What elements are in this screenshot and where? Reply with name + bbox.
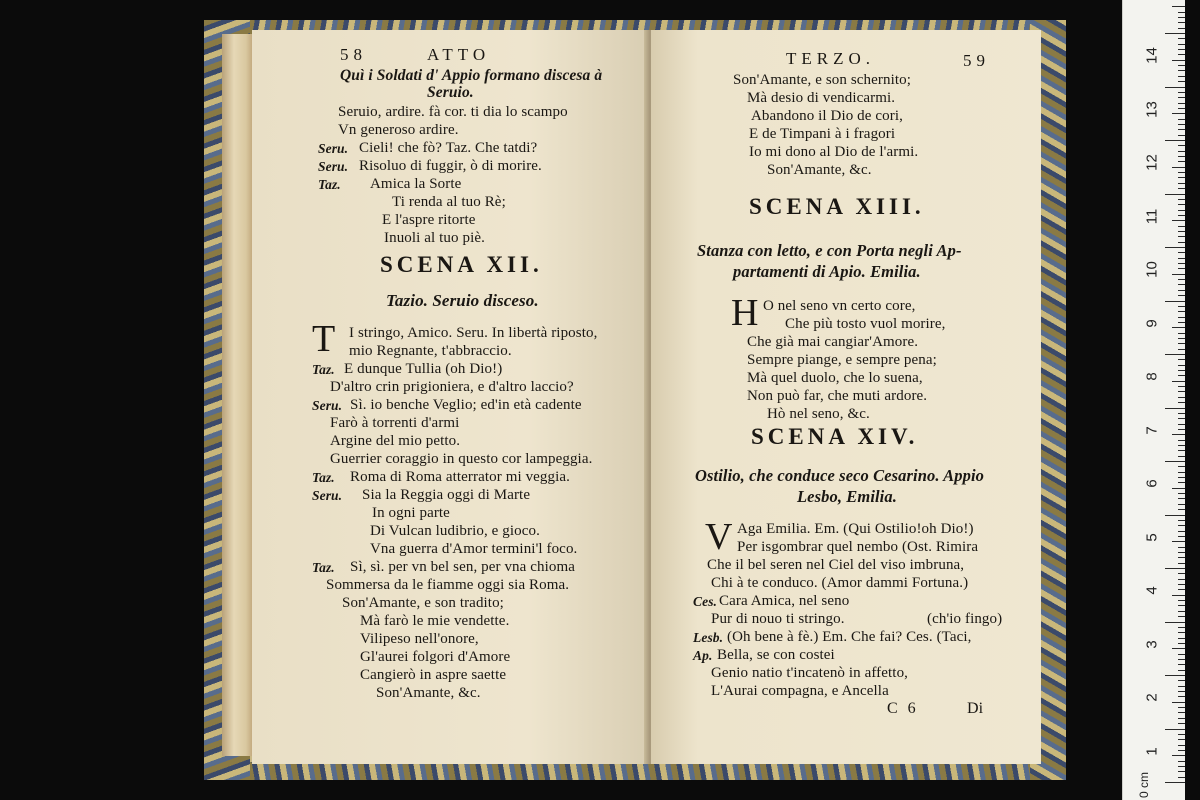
- verse-line: Vilipeso nell'onore,: [360, 631, 479, 647]
- measurement-ruler: [1122, 0, 1185, 800]
- speaker-label: Seru.: [318, 141, 349, 156]
- ruler-tick: [1178, 696, 1185, 697]
- verse-line: Cara Amica, nel seno: [719, 593, 850, 609]
- verse-line: Cieli! che fò? Taz. Che tatdi?: [359, 140, 538, 156]
- verse-line: Hò nel seno, &c.: [767, 406, 870, 422]
- ruler-number: 5: [1143, 532, 1161, 542]
- ruler-tick: [1178, 691, 1185, 692]
- ruler-tick: [1165, 247, 1185, 248]
- ruler-tick: [1178, 188, 1185, 189]
- stage-direction: Seruio.: [427, 84, 474, 101]
- verse-line: Argine del mio petto.: [330, 433, 461, 449]
- ruler-tick: [1178, 226, 1185, 227]
- running-head: ATTO: [427, 45, 491, 64]
- ruler-number: 13: [1143, 100, 1161, 118]
- ruler-tick: [1178, 70, 1185, 71]
- ruler-tick: [1178, 771, 1185, 772]
- ruler-tick: [1178, 589, 1185, 590]
- ruler-tick: [1178, 718, 1185, 719]
- ruler-tick: [1178, 498, 1185, 499]
- verse-line: Vna guerra d'Amor termini'l foco.: [370, 541, 578, 557]
- ruler-tick: [1178, 670, 1185, 671]
- ruler-tick: [1178, 600, 1185, 601]
- ruler-tick: [1178, 605, 1185, 606]
- ruler-tick: [1178, 306, 1185, 307]
- verse-line: I stringo, Amico. Seru. In libertà riposto,: [349, 325, 598, 341]
- verse-line: L'Aurai compagna, e Ancella: [711, 683, 889, 699]
- ruler-tick: [1178, 97, 1185, 98]
- ruler-number: 14: [1143, 47, 1161, 64]
- stage-direction: Lesbo, Emilia.: [797, 487, 897, 506]
- signature-mark: C 6: [887, 700, 919, 717]
- ruler-tick: [1178, 391, 1185, 392]
- ruler-tick: [1172, 488, 1185, 489]
- ruler-tick: [1178, 686, 1185, 687]
- stage-direction: partamenti di Apio. Emilia.: [733, 262, 921, 281]
- ruler-number: 4: [1143, 586, 1161, 595]
- ruler-tick: [1178, 365, 1185, 366]
- verse-line: Abandono il Dio de cori,: [751, 108, 903, 124]
- verse-line: Di Vulcan ludibrio, e gioco.: [370, 523, 540, 539]
- ruler-tick: [1172, 167, 1185, 168]
- verse-line: Che più tosto vuol morire,: [785, 316, 946, 332]
- ruler-tick: [1178, 124, 1185, 125]
- ruler-tick: [1178, 215, 1185, 216]
- ruler-tick: [1165, 782, 1185, 783]
- ruler-tick: [1178, 456, 1185, 457]
- verse-line: Sommersa da le fiamme oggi sia Roma.: [326, 577, 570, 593]
- ruler-tick: [1178, 322, 1185, 323]
- ruler-tick: [1178, 17, 1185, 18]
- ruler-tick: [1178, 777, 1185, 778]
- ruler-tick: [1178, 44, 1185, 45]
- ruler-tick: [1178, 103, 1185, 104]
- ruler-tick: [1178, 338, 1185, 339]
- verse-line: (Oh bene à fè.) Em. Che fai? Ces. (Taci,: [727, 629, 972, 645]
- ruler-number: 7: [1143, 425, 1161, 435]
- ruler-tick: [1172, 434, 1185, 435]
- ruler-tick: [1178, 466, 1185, 467]
- running-head: TERZO.: [786, 49, 876, 68]
- verse-line: Son'Amante, &c.: [767, 162, 872, 178]
- ruler-number: 8: [1143, 372, 1161, 381]
- ruler-tick: [1178, 81, 1185, 82]
- ruler-tick: [1178, 183, 1185, 184]
- ruler-tick: [1165, 622, 1185, 623]
- verse-line: (ch'io fingo): [927, 611, 1003, 627]
- ruler-tick: [1165, 87, 1185, 88]
- verse-line: Roma di Roma atterrator mi veggia.: [350, 469, 571, 485]
- verse-line: Bella, se con costei: [717, 647, 835, 663]
- ruler-tick: [1165, 408, 1185, 409]
- ruler-tick: [1178, 65, 1185, 66]
- ruler-tick: [1178, 333, 1185, 334]
- verse-line: Mà quel duolo, che lo suena,: [747, 370, 923, 386]
- verse-line: Mà farò le mie vendette.: [360, 613, 510, 629]
- speaker-label: Ces.: [693, 594, 718, 609]
- ruler-tick: [1172, 113, 1185, 114]
- ruler-tick: [1165, 729, 1185, 730]
- ruler-tick: [1178, 579, 1185, 580]
- ruler-tick: [1178, 429, 1185, 430]
- ruler-tick: [1178, 424, 1185, 425]
- ruler-tick: [1178, 349, 1185, 350]
- verse-line: Chi à te conduco. (Amor dammi Fortuna.): [711, 575, 969, 591]
- ruler-tick: [1178, 252, 1185, 253]
- ruler-number: 2: [1143, 693, 1161, 702]
- speaker-label: Seru.: [312, 398, 343, 413]
- speaker-label: Seru.: [318, 159, 349, 174]
- verse-line: Sì, sì. per vn bel sen, per vna chioma: [350, 559, 575, 575]
- ruler-number: 3: [1143, 639, 1161, 649]
- ruler-tick: [1178, 145, 1185, 146]
- verse-line: Son'Amante, e son tradito;: [342, 595, 504, 611]
- verse-line: Io mi dono al Dio de l'armi.: [749, 144, 919, 160]
- ruler-tick: [1178, 525, 1185, 526]
- ruler-tick: [1178, 22, 1185, 23]
- verse-line: Sia la Reggia oggi di Marte: [362, 487, 531, 503]
- ruler-tick: [1178, 402, 1185, 403]
- speaker-label: Taz.: [318, 177, 341, 192]
- ruler-tick: [1178, 199, 1185, 200]
- ruler-tick: [1178, 638, 1185, 639]
- ruler-number: 1: [1143, 746, 1161, 756]
- ruler-tick: [1178, 413, 1185, 414]
- ruler-tick: [1178, 504, 1185, 505]
- drop-cap: H: [731, 292, 759, 334]
- ruler-tick: [1178, 135, 1185, 136]
- speaker-label: Taz.: [312, 362, 335, 377]
- ruler-tick: [1178, 177, 1185, 178]
- verse-line: Guerrier coraggio in questo cor lampeggia.: [330, 451, 593, 467]
- drop-cap: T: [312, 318, 336, 360]
- ruler-tick: [1178, 311, 1185, 312]
- ruler-tick: [1178, 632, 1185, 633]
- ruler-tick: [1165, 140, 1185, 141]
- ruler-tick: [1178, 268, 1185, 269]
- ruler-tick: [1178, 161, 1185, 162]
- ruler-tick: [1178, 761, 1185, 762]
- ruler-tick: [1172, 60, 1185, 61]
- scene-title: SCENA XIV.: [751, 424, 919, 449]
- ruler-tick: [1178, 712, 1185, 713]
- ruler-tick: [1165, 33, 1185, 34]
- ruler-tick: [1165, 194, 1185, 195]
- verse-line: Che il bel seren nel Ciel del viso imbruna,: [707, 557, 965, 573]
- ruler-tick: [1178, 156, 1185, 157]
- catchword: Di: [967, 700, 984, 717]
- ruler-tick: [1178, 49, 1185, 50]
- verse-line: E de Timpani à i fragori: [749, 126, 896, 142]
- speaker-label: Taz.: [312, 470, 335, 485]
- verse-line: Aga Emilia. Em. (Qui Ostilio!oh Dio!): [737, 521, 974, 537]
- ruler-tick: [1178, 477, 1185, 478]
- ruler-tick: [1178, 520, 1185, 521]
- ruler-tick: [1172, 702, 1185, 703]
- verse-line: Sì. io benche Veglio; ed'in età cadente: [350, 397, 582, 413]
- verse-line: Son'Amante, e son schernito;: [733, 72, 911, 88]
- ruler-tick: [1165, 461, 1185, 462]
- ruler-tick: [1178, 659, 1185, 660]
- ruler-number: 10: [1143, 261, 1161, 278]
- ruler-tick: [1178, 557, 1185, 558]
- ruler-tick: [1178, 92, 1185, 93]
- ruler-tick: [1178, 664, 1185, 665]
- stage-direction: Quì i Soldati d' Appio formano discesa à: [340, 67, 603, 84]
- stage-direction: Ostilio, che conduce seco Cesarino. Appio: [695, 466, 985, 485]
- verse-line: Amica la Sorte: [370, 176, 462, 192]
- verse-line: Vn generoso ardire.: [338, 122, 459, 138]
- verse-line: Gl'aurei folgori d'Amore: [360, 649, 511, 665]
- ruler-tick: [1178, 317, 1185, 318]
- ruler-number: 9: [1143, 318, 1161, 328]
- ruler-tick: [1165, 301, 1185, 302]
- verse-line: mio Regnante, t'abbraccio.: [349, 343, 512, 359]
- verse-line: In ogni parte: [372, 505, 450, 521]
- stage-direction: Stanza con letto, e con Porta negli Ap-: [697, 241, 962, 260]
- ruler-tick: [1172, 327, 1185, 328]
- speaker-label: Seru.: [312, 488, 343, 503]
- drop-cap: V: [705, 516, 733, 558]
- scene-characters: Tazio. Seruio disceso.: [386, 291, 539, 310]
- ruler-tick: [1178, 552, 1185, 553]
- marbled-cover-bottom: [204, 762, 1066, 780]
- ruler-tick: [1178, 359, 1185, 360]
- ruler-number: 12: [1143, 154, 1161, 171]
- verse-line: Son'Amante, &c.: [376, 685, 481, 701]
- verse-line: D'altro crin prigioniera, e d'altro laccio?: [330, 379, 574, 395]
- ruler-tick: [1178, 12, 1185, 13]
- verse-line: Mà desio di vendicarmi.: [747, 90, 896, 106]
- page-number: 58: [340, 45, 367, 64]
- ruler-tick: [1165, 568, 1185, 569]
- ruler-tick: [1178, 482, 1185, 483]
- ruler-tick: [1172, 755, 1185, 756]
- verse-line: Farò à torrenti d'armi: [330, 415, 460, 431]
- ruler-tick: [1178, 707, 1185, 708]
- ruler-tick: [1178, 210, 1185, 211]
- ruler-tick: [1178, 766, 1185, 767]
- scene-title: SCENA XII.: [380, 252, 543, 277]
- ruler-tick: [1178, 343, 1185, 344]
- ruler-tick: [1178, 472, 1185, 473]
- ruler-tick: [1178, 493, 1185, 494]
- verse-line: Genio natio t'incatenò in affetto,: [711, 665, 909, 681]
- right-page: [651, 30, 1041, 764]
- ruler-tick: [1178, 440, 1185, 441]
- verse-line: E dunque Tullia (oh Dio!): [344, 361, 503, 377]
- ruler-tick: [1165, 354, 1185, 355]
- scene-title: SCENA XIII.: [749, 194, 925, 219]
- ruler-tick: [1178, 236, 1185, 237]
- speaker-label: Ap.: [693, 648, 713, 663]
- ruler-tick: [1178, 258, 1185, 259]
- ruler-tick: [1172, 541, 1185, 542]
- verse-line: Pur di nouo ti stringo.: [711, 611, 845, 627]
- ruler-tick: [1178, 739, 1185, 740]
- ruler-tick: [1165, 675, 1185, 676]
- ruler-tick: [1178, 370, 1185, 371]
- verse-line: E l'aspre ritorte: [382, 212, 476, 228]
- ruler-tick: [1178, 242, 1185, 243]
- ruler-tick: [1178, 616, 1185, 617]
- ruler-tick: [1178, 108, 1185, 109]
- ruler-tick: [1172, 220, 1185, 221]
- verse-line: Che già mai cangiar'Amore.: [747, 334, 919, 350]
- ruler-tick: [1178, 375, 1185, 376]
- ruler-tick: [1178, 573, 1185, 574]
- ruler-tick: [1178, 386, 1185, 387]
- speaker-label: Taz.: [312, 560, 335, 575]
- verse-line: Risoluo di fuggir, ò di morire.: [359, 158, 542, 174]
- page-edges: [222, 34, 252, 756]
- ruler-tick: [1178, 204, 1185, 205]
- verse-line: Seruio, ardire. fà cor. ti dia lo scampo: [338, 104, 568, 120]
- ruler-tick: [1178, 119, 1185, 120]
- ruler-tick: [1178, 547, 1185, 548]
- speaker-label: Lesb.: [693, 630, 724, 645]
- ruler-tick: [1178, 284, 1185, 285]
- verse-line: Ti renda al tuo Rè;: [392, 194, 506, 210]
- verse-line: Non può far, che muti ardore.: [747, 388, 928, 404]
- ruler-tick: [1178, 231, 1185, 232]
- ruler-tick: [1178, 734, 1185, 735]
- ruler-tick: [1172, 274, 1185, 275]
- ruler-tick: [1165, 515, 1185, 516]
- verse-line: Inuoli al tuo piè.: [384, 230, 485, 246]
- ruler-tick: [1172, 6, 1185, 7]
- ruler-tick: [1178, 290, 1185, 291]
- ruler-tick: [1178, 445, 1185, 446]
- ruler-tick: [1178, 295, 1185, 296]
- ruler-unit-label: 0 cm: [1137, 771, 1152, 799]
- verse-line: Cangierò in aspre saette: [360, 667, 507, 683]
- ruler-tick: [1178, 54, 1185, 55]
- ruler-tick: [1178, 509, 1185, 510]
- ruler-tick: [1178, 129, 1185, 130]
- ruler-tick: [1178, 745, 1185, 746]
- ruler-tick: [1178, 172, 1185, 173]
- ruler-tick: [1178, 654, 1185, 655]
- verse-line: Per isgombrar quel nembo (Ost. Rimira: [737, 539, 979, 555]
- ruler-tick: [1172, 595, 1185, 596]
- ruler-tick: [1178, 627, 1185, 628]
- verse-line: Sempre piange, e sempre pena;: [747, 352, 937, 368]
- ruler-number: 11: [1143, 208, 1161, 224]
- ruler-tick: [1178, 723, 1185, 724]
- ruler-number: 6: [1143, 479, 1161, 488]
- ruler-tick: [1178, 750, 1185, 751]
- ruler-tick: [1178, 563, 1185, 564]
- left-page: [252, 30, 647, 764]
- ruler-tick: [1178, 397, 1185, 398]
- ruler-tick: [1178, 28, 1185, 29]
- ruler-tick: [1178, 643, 1185, 644]
- ruler-tick: [1178, 536, 1185, 537]
- ruler-tick: [1172, 648, 1185, 649]
- ruler-tick: [1178, 76, 1185, 77]
- ruler-tick: [1178, 611, 1185, 612]
- ruler-tick: [1178, 531, 1185, 532]
- ruler-tick: [1178, 584, 1185, 585]
- ruler-tick: [1178, 151, 1185, 152]
- ruler-tick: [1178, 263, 1185, 264]
- ruler-tick: [1178, 680, 1185, 681]
- page-number: 59: [963, 51, 990, 70]
- ruler-tick: [1178, 38, 1185, 39]
- ruler-tick: [1172, 381, 1185, 382]
- verse-line: O nel seno vn certo core,: [763, 298, 916, 314]
- ruler-tick: [1178, 279, 1185, 280]
- ruler-tick: [1178, 450, 1185, 451]
- ruler-tick: [1178, 418, 1185, 419]
